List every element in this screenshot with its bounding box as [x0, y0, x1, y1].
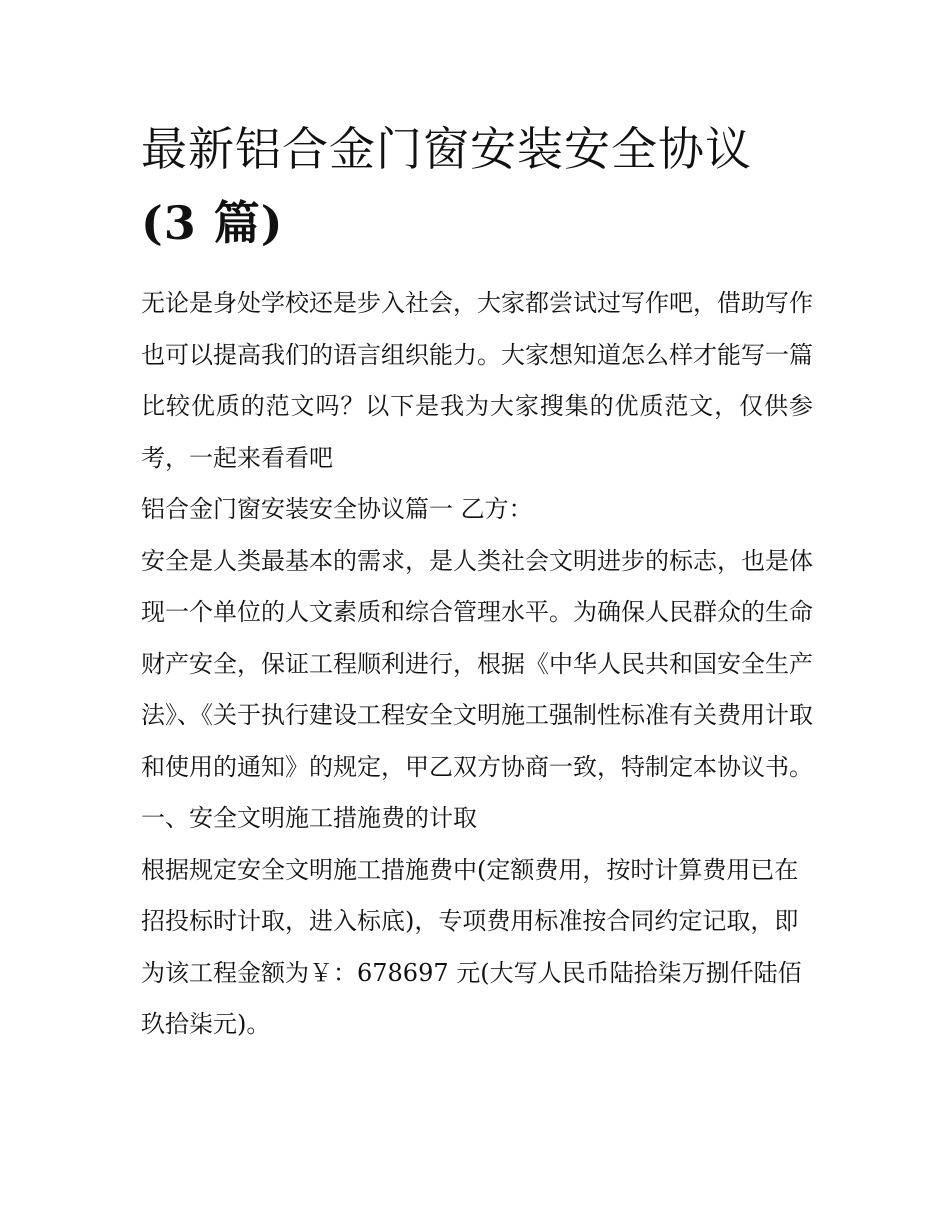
clause-heading-one: 一、安全文明施工措施费的计取 — [141, 804, 477, 832]
title-line-2: (3 篇) — [141, 196, 284, 250]
safety-paragraph: 安全是人类最基本的需求，是人类社会文明进步的标志，也是体现一个单位的人文素质和综合管理水平。为确保人民群众的生命财产安全，保证工程顺利进行，根据《中华人民共和国安全生产法》、《关于执行建设工程安全文明施工强制性标准有关费用计取和使用的通知》的规定，甲乙双方协商一致，特制定本协议书。 — [141, 546, 813, 781]
document-body — [141, 112, 813, 1051]
section-heading-part-one: 铝合金门窗安装安全协议篇一 乙方： — [141, 495, 533, 523]
intro-paragraph: 无论是身处学校还是步入社会，大家都尝试过写作吧，借助写作也可以提高我们的语言组织能力。大家想知道怎么样才能写一篇比较优质的范文吗？以下是我为大家搜集的优质范文，仅供参考，一起来看看吧 — [141, 289, 813, 472]
fee-paragraph: 根据规定安全文明施工措施费中(定额费用，按时计算费用已在招投标时计取，进入标底)，专项费用标准按合同约定记取，即为该工程金额为￥：678697 元(大写人民币陆拾柒万捌仟陆佰玖拾柒元)。 — [141, 855, 802, 1038]
document-title — [141, 112, 813, 260]
title-line-1: 最新铝合金门窗安装安全协议 — [141, 122, 752, 176]
